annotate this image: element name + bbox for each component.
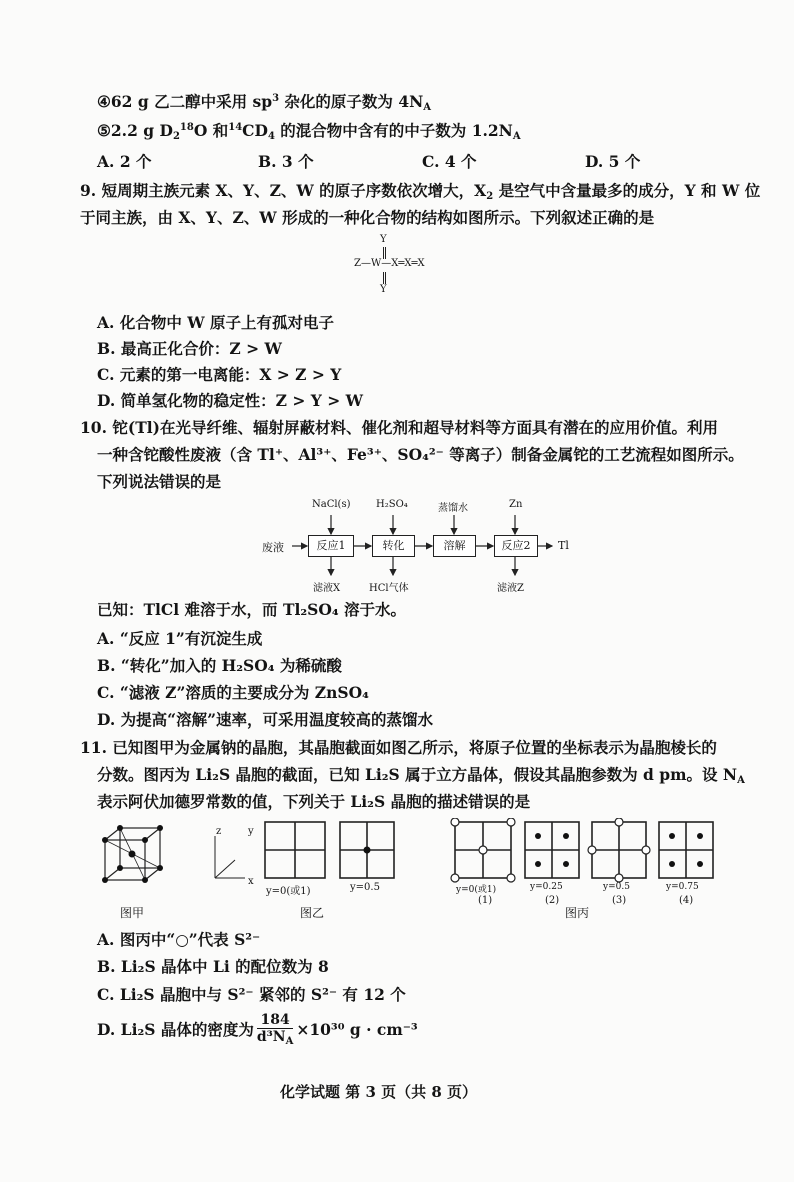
q9-stem-line2: 于同主族，由 X、Y、Z、W 形成的一种化合物的结构如图所示。下列叙述正确的是	[80, 208, 655, 227]
q8-option-d: D. 5 个	[585, 152, 641, 171]
flow-top-2: H₂SO₄	[376, 499, 408, 510]
struct-row: Z—W—X═X═X	[354, 258, 425, 269]
flow-top-1: NaCl(s)	[312, 499, 351, 510]
page-footer: 化学试题 第 3 页（共 8 页）	[280, 1083, 477, 1101]
q10-option-d: D. 为提高“溶解”速率，可采用温度较高的蒸馏水	[97, 710, 434, 729]
struct-double-bond-bottom	[383, 272, 386, 284]
bing-grids	[455, 822, 713, 878]
q11-stem-line2: 分数。图丙为 Li₂S 晶胞的截面，已知 Li₂S 属于立方晶体，假设其晶胞参数为 d pm。设 $N_A$	[97, 765, 745, 786]
q11-option-c: C. Li₂S 晶胞中与 S²⁻ 紧邻的 S²⁻ 有 12 个	[97, 985, 406, 1004]
q9-option-d: D. 简单氢化物的稳定性：Z > Y > W	[97, 391, 364, 410]
q11-crystal-figures	[95, 818, 735, 928]
q8-option-a: A. 2 个	[97, 152, 152, 171]
q9-stem-line1: 9. 短周期主族元素 X、Y、Z、W 的原子序数依次增大，$X_2$ 是空气中含量最多的成分，Y 和 W 位	[80, 181, 761, 202]
flow-box-4: 反应2	[494, 535, 538, 557]
struct-y-bottom: Y	[380, 284, 387, 295]
q9-option-c: C. 元素的第一电离能：X > Z > Y	[97, 365, 342, 384]
flow-box-2: 转化	[372, 535, 415, 557]
statement-4: ④62 g 乙二醇中采用 $sp^3$ 杂化的原子数为 $4N_A$	[97, 92, 432, 113]
axes-icon	[215, 836, 245, 878]
bing-label-4: y=0.75	[666, 882, 699, 892]
q10-flow-diagram	[262, 497, 582, 595]
yi-label-1: y=0(或1)	[266, 886, 311, 897]
flow-bottom-2: HCl气体	[369, 583, 409, 594]
axis-y-label: y	[248, 826, 254, 837]
flow-top-3: 蒸馏水	[438, 503, 468, 514]
statement-5: ⑤2.2 g $D_2^{18}O$ 和$^{14}CD_4$ 的混合物中含有的中子数为 $1.2N_A$	[97, 121, 521, 142]
q11-stem-line3: 表示阿伏加德罗常数的值，下列关于 Li₂S 晶胞的描述错误的是	[97, 792, 531, 811]
caption-jia: 图甲	[120, 906, 145, 920]
bing-label-2: y=0.25	[530, 882, 563, 892]
q10-stem-line3: 下列说法错误的是	[97, 472, 222, 491]
bing-label-1: y=0(或1)	[456, 885, 497, 895]
q10-option-b: B. “转化”加入的 H₂SO₄ 为稀硫酸	[97, 656, 342, 675]
bing-label-3: y=0.5	[603, 882, 630, 892]
q9-structure-diagram	[350, 236, 470, 302]
bing-num-4: (4)	[679, 895, 694, 906]
bing-num-3: (3)	[612, 895, 627, 906]
flow-box-1: 反应1	[308, 535, 354, 557]
flow-bottom-3: 滤液Z	[497, 583, 524, 594]
cube-atoms	[102, 825, 163, 883]
q11-option-b: B. Li₂S 晶体中 Li 的配位数为 8	[97, 957, 329, 976]
bing-num-1: (1)	[478, 895, 493, 906]
q10-stem-line1: 10. 铊(Tl)在光导纤维、辐射屏蔽材料、催化剂和超导材料等方面具有潜在的应用价值。利用	[80, 418, 718, 437]
q10-stem-line2: 一种含铊酸性废液（含 Tl⁺、Al³⁺、Fe³⁺、SO₄²⁻ 等离子）制备金属铊的工艺流程如图所示。	[97, 445, 744, 464]
flow-top-4: Zn	[509, 499, 523, 510]
q11-option-a: A. 图丙中“○”代表 S²⁻	[97, 930, 261, 949]
caption-yi: 图乙	[300, 906, 325, 920]
yi-center-atom	[364, 847, 371, 854]
q10-known: 已知：TlCl 难溶于水，而 Tl₂SO₄ 溶于水。	[97, 600, 407, 619]
flow-input: 废液	[262, 541, 284, 554]
q9-option-a: A. 化合物中 W 原子上有孤对电子	[97, 313, 335, 332]
bing-num-2: (2)	[545, 895, 560, 906]
q11-stem-line1: 11. 已知图甲为金属钠的晶胞，其晶胞截面如图乙所示，将原子位置的坐标表示为晶胞棱长的	[80, 738, 717, 757]
q10-option-c: C. “滤液 Z”溶质的主要成分为 ZnSO₄	[97, 683, 369, 702]
q10-option-a: A. “反应 1”有沉淀生成	[97, 629, 263, 648]
axis-z-label: z	[216, 826, 222, 837]
axis-x-label: x	[248, 876, 254, 887]
flow-box-3: 溶解	[433, 535, 476, 557]
flow-output: Tl	[558, 539, 569, 552]
density-fraction: $\frac{184}{d^3N_A}$	[256, 1012, 294, 1047]
yi-grids	[265, 822, 394, 878]
q8-option-b: B. 3 个	[258, 152, 314, 171]
yi-label-2: y=0.5	[350, 882, 380, 893]
flow-bottom-1: 滤液X	[313, 583, 341, 594]
struct-y-top: Y	[380, 234, 387, 245]
caption-bing: 图丙	[565, 906, 590, 920]
q9-option-b: B. 最高正化合价：Z > W	[97, 339, 282, 358]
q11-option-d: D. Li₂S 晶体的密度为 $\frac{184}{d^3N_A}$ ×10³⁰ g · cm⁻³	[97, 1012, 418, 1050]
q8-option-c: C. 4 个	[422, 152, 477, 171]
